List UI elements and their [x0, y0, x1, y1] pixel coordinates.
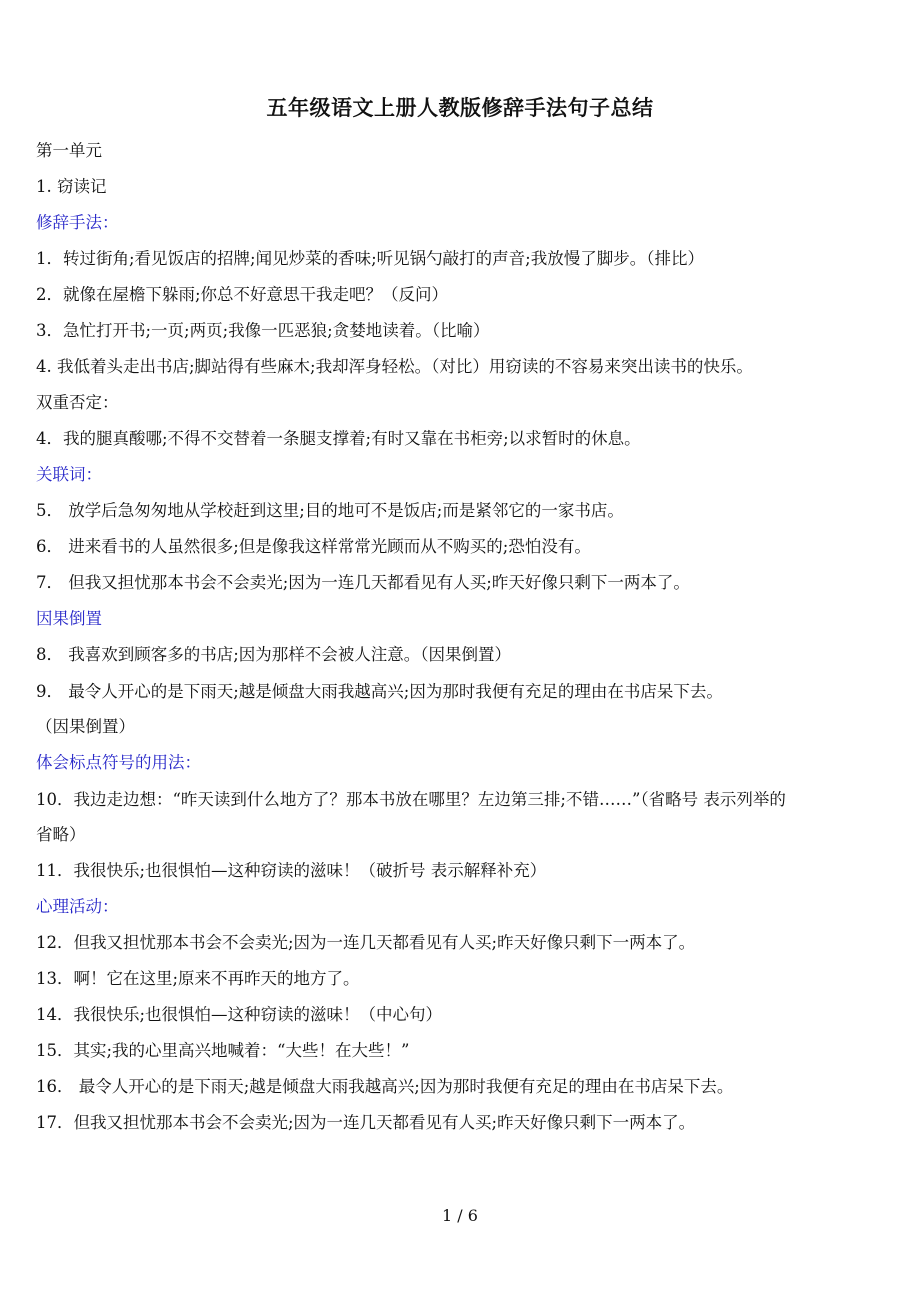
text-line: 1. 窃读记 [36, 177, 107, 196]
text-line: 7． 但我又担忧那本书会不会卖光;因为一连几天都看见有人买;昨天好像只剩下一两本了。 [36, 573, 690, 592]
text-line: 10．我边走边想：“昨天读到什么地方了？那本书放在哪里？左边第三排;不错……”（省略号 表示列举的 [36, 790, 786, 809]
page-number: 1 / 6 [442, 1206, 478, 1225]
section-heading: 关联词： [36, 465, 102, 484]
section-heading: 心理活动： [36, 897, 119, 916]
page-title: 五年级语文上册人教版修辞手法句子总结 [266, 95, 654, 120]
section-heading: 因果倒置 [36, 609, 102, 628]
section-heading: 体会标点符号的用法： [36, 753, 201, 772]
text-line: 11．我很快乐;也很惧怕—这种窃读的滋味！（破折号 表示解释补充） [36, 861, 547, 880]
text-line: 第一单元 [36, 141, 102, 160]
text-line: 15．其实;我的心里高兴地喊着：“大些！在大些！” [36, 1041, 410, 1060]
text-line: 3．急忙打开书;一页;两页;我像一匹恶狼;贪婪地读着。（比喻） [36, 321, 490, 340]
text-line: 2．就像在屋檐下躲雨;你总不好意思干我走吧？（反问） [36, 285, 449, 304]
text-line: 17．但我又担忧那本书会不会卖光;因为一连几天都看见有人买;昨天好像只剩下一两本了。 [36, 1113, 696, 1132]
text-line: （因果倒置） [36, 717, 135, 736]
text-line: 5． 放学后急匆匆地从学校赶到这里;目的地可不是饭店;而是紧邻它的一家书店。 [36, 501, 624, 520]
text-line: 16． 最令人开心的是下雨天;越是倾盘大雨我越高兴;因为那时我便有充足的理由在书店呆下去。 [36, 1077, 734, 1096]
text-line: 13．啊！它在这里;原来不再昨天的地方了。 [36, 969, 360, 988]
text-line: 9． 最令人开心的是下雨天;越是倾盘大雨我越高兴;因为那时我便有充足的理由在书店呆下去。 [36, 682, 723, 701]
text-line: 1．转过街角;看见饭店的招牌;闻见炒菜的香味;听见锅勺敲打的声音;我放慢了脚步。（排比） [36, 249, 704, 268]
section-heading: 修辞手法： [36, 213, 119, 232]
text-line: 4．我的腿真酸哪;不得不交替着一条腿支撑着;有时又靠在书柜旁;以求暂时的休息。 [36, 429, 641, 448]
text-line: 双重否定： [36, 393, 119, 412]
text-line: 12．但我又担忧那本书会不会卖光;因为一连几天都看见有人买;昨天好像只剩下一两本了。 [36, 933, 696, 952]
text-line: 6． 进来看书的人虽然很多;但是像我这样常常光顾而从不购买的;恐怕没有。 [36, 537, 591, 556]
text-line: 8． 我喜欢到顾客多的书店;因为那样不会被人注意。（因果倒置） [36, 645, 512, 664]
text-line: 14．我很快乐;也很惧怕—这种窃读的滋味！（中心句） [36, 1005, 443, 1024]
text-line: 省略） [36, 825, 86, 844]
text-line: 4. 我低着头走出书店;脚站得有些麻木;我却浑身轻松。（对比）用窃读的不容易来突出读书的快乐。 [36, 357, 753, 376]
